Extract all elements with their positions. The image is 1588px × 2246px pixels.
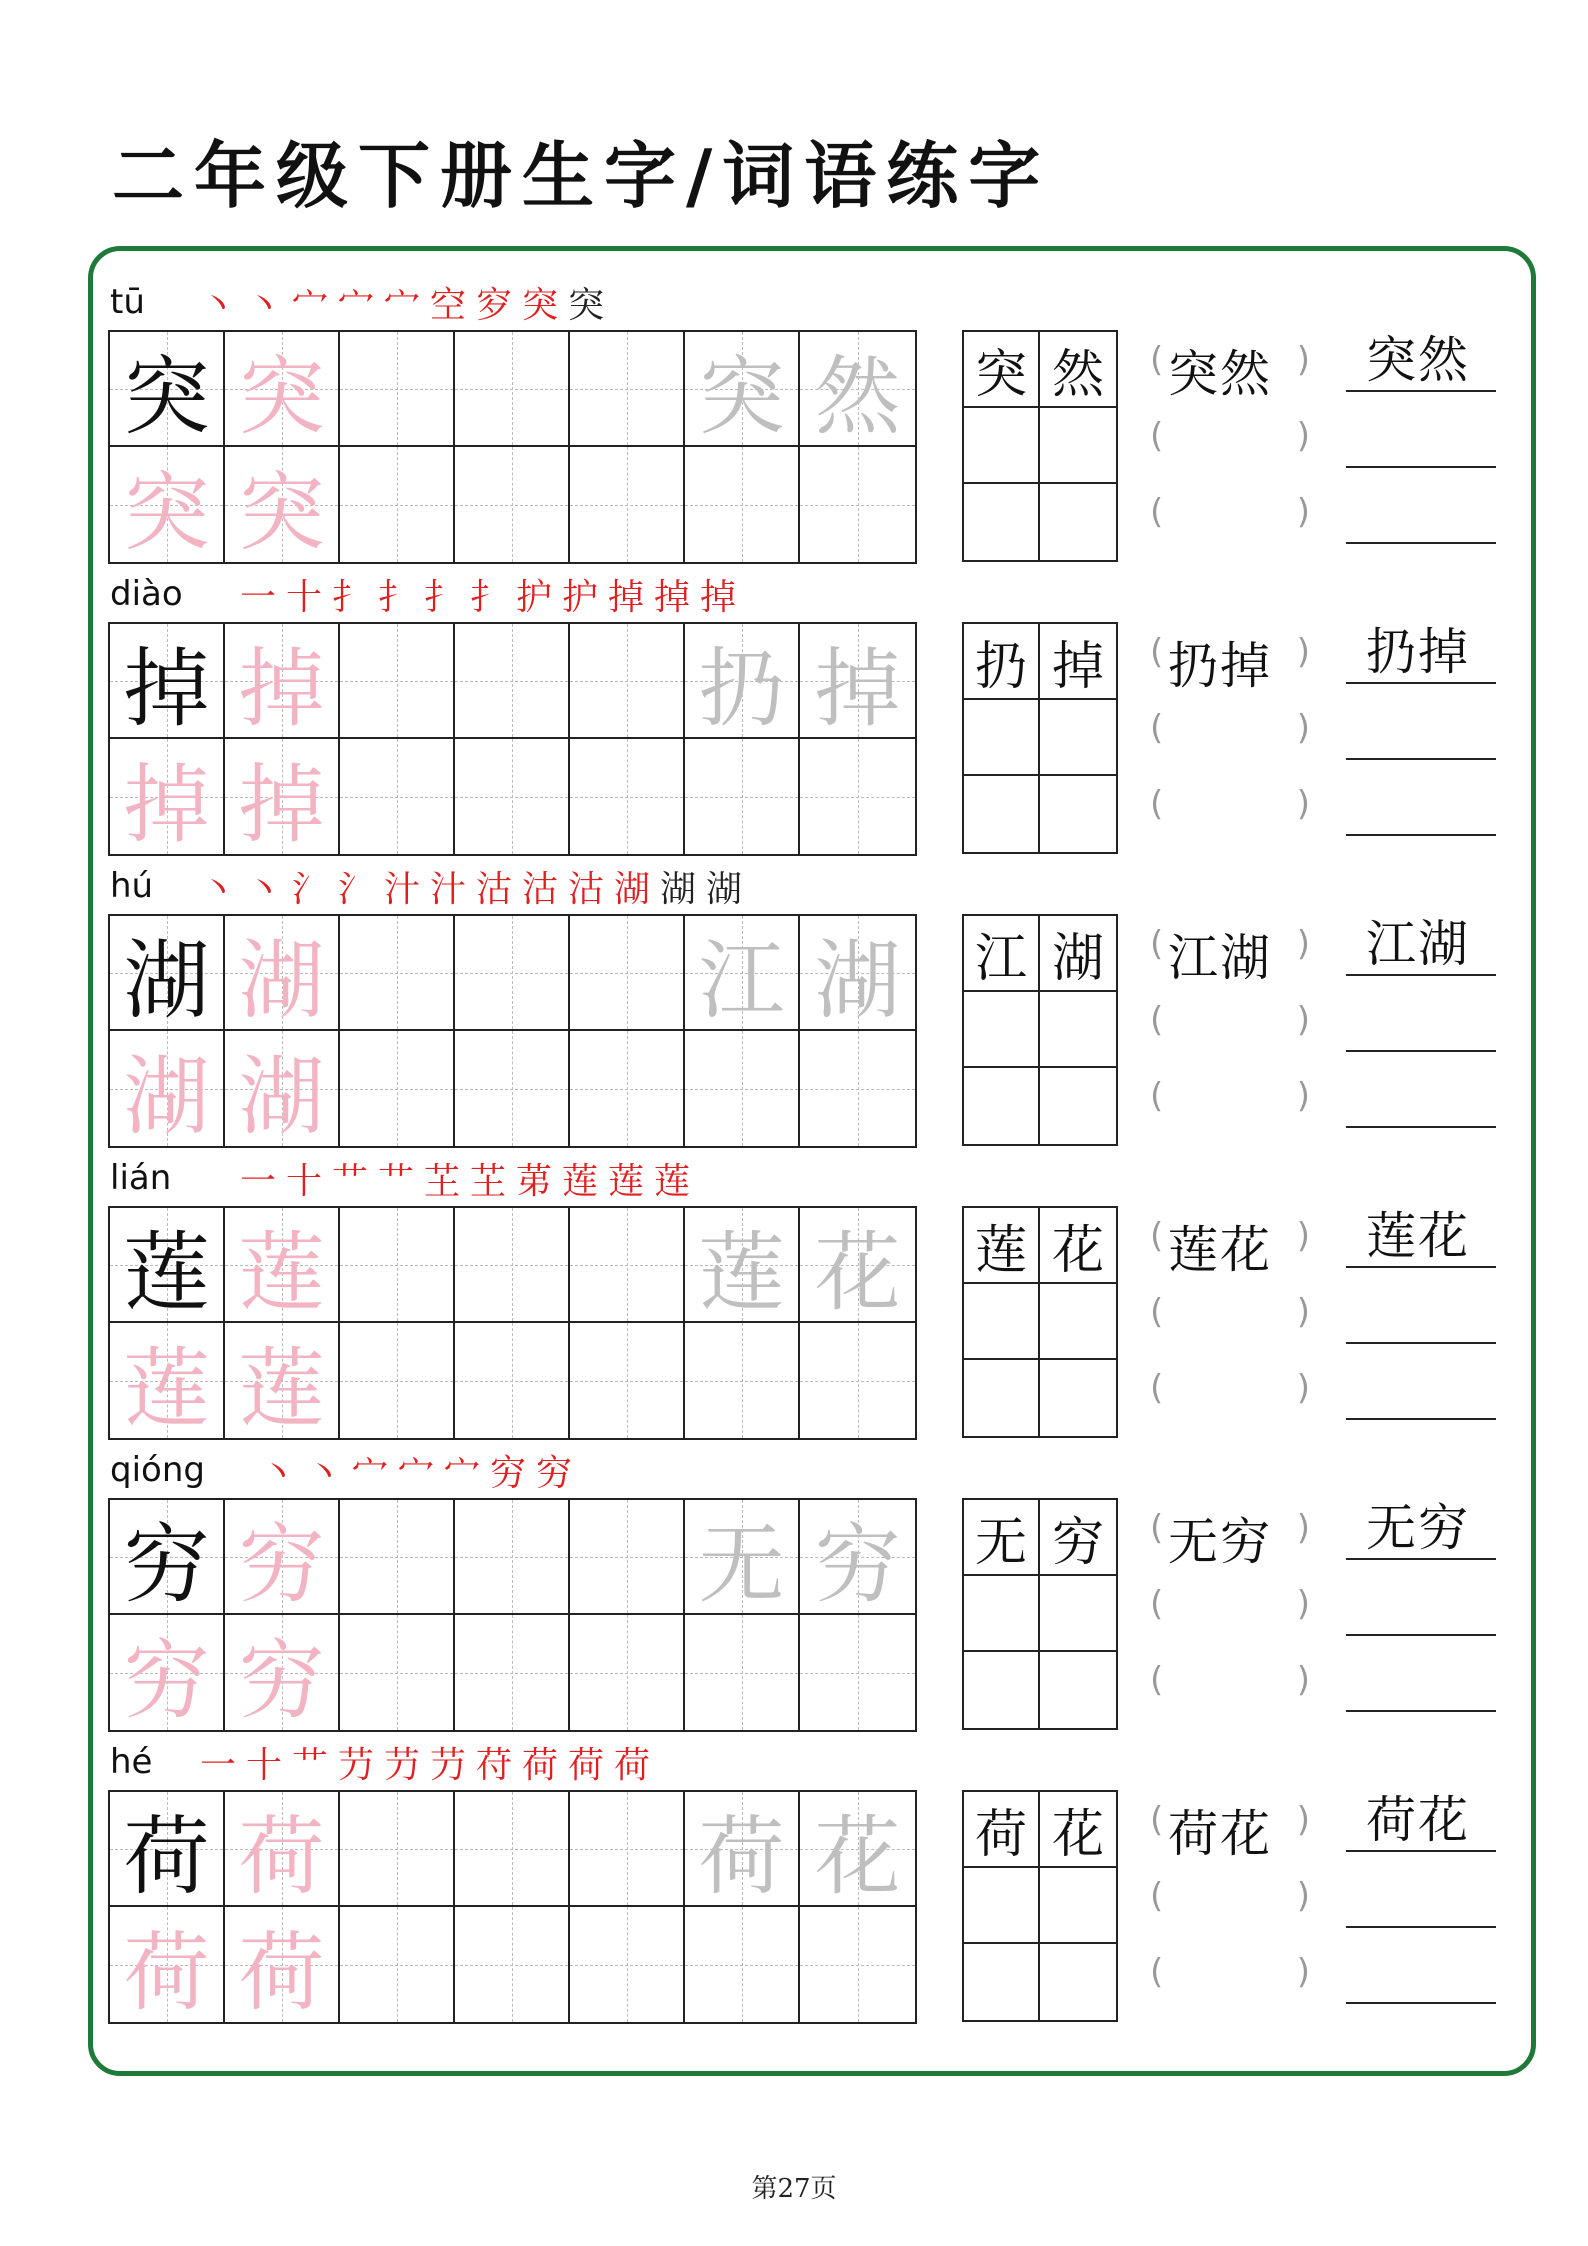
- stroke-step: 扌: [331, 577, 368, 618]
- blank-word-cell: [964, 1652, 1040, 1728]
- blank-practice-cell: [570, 332, 685, 447]
- writing-line: [1346, 774, 1496, 836]
- blank-practice-cell: [340, 332, 455, 447]
- blank-practice-cell: [340, 624, 455, 739]
- line-word: 扔掉: [1366, 623, 1470, 681]
- blank-practice-cell: [570, 1907, 685, 2022]
- practice-grid: [108, 914, 917, 1148]
- blank-word-cell: [964, 1360, 1040, 1436]
- stroke-step: 氵: [291, 869, 328, 910]
- blank-practice-cell: [455, 916, 570, 1031]
- blank-practice-cell: [455, 624, 570, 739]
- blank-practice-cell: [570, 1792, 685, 1907]
- blank-practice-cell: [685, 1323, 800, 1438]
- writing-line: [1346, 406, 1496, 468]
- stroke-order: [198, 870, 744, 910]
- blank-practice-cell: [455, 1907, 570, 2022]
- bracket-word: 扔掉: [1168, 637, 1272, 695]
- tracing-cell: 荷: [110, 1907, 225, 2022]
- stroke-step: 荷: [613, 1745, 650, 1786]
- tracing-cell: 突: [225, 447, 340, 562]
- stroke-step: 丶: [245, 285, 282, 326]
- stroke-order: [198, 286, 606, 326]
- tracing-cell: 穷: [225, 1615, 340, 1730]
- stroke-step: 扌: [377, 577, 414, 618]
- tracing-cell: 掉: [110, 624, 225, 739]
- bracket-blank: ( ): [1150, 1000, 1310, 1040]
- writing-line: [1346, 1066, 1496, 1128]
- blank-word-cell: [964, 1284, 1040, 1360]
- character-group: [108, 280, 1508, 570]
- pinyin-label: lián: [110, 1158, 172, 1198]
- writing-line: [1346, 1206, 1496, 1268]
- tracing-cell: 莲: [225, 1208, 340, 1323]
- word-grid: [962, 622, 1118, 854]
- writing-line: [1346, 1866, 1496, 1928]
- blank-practice-cell: [800, 1031, 915, 1146]
- stroke-step: 芀: [337, 1745, 374, 1786]
- writing-line: [1346, 914, 1496, 976]
- blank-word-cell: [1040, 1652, 1116, 1728]
- tracing-cell: 穷: [800, 1500, 915, 1615]
- blank-word-cell: [1040, 408, 1116, 484]
- blank-practice-cell: [685, 1615, 800, 1730]
- practice-grid: [108, 622, 917, 856]
- line-word: 莲花: [1366, 1207, 1470, 1265]
- writing-line: [1346, 698, 1496, 760]
- writing-line: [1346, 1498, 1496, 1560]
- stroke-order: [258, 1454, 574, 1494]
- practice-grid: [108, 330, 917, 564]
- tracing-cell: 湖: [110, 916, 225, 1031]
- stroke-step: 汁: [383, 869, 420, 910]
- blank-word-cell: [964, 408, 1040, 484]
- stroke-step: 丶: [199, 869, 236, 910]
- writing-line: [1346, 1650, 1496, 1712]
- stroke-step: 穸: [475, 285, 512, 326]
- blank-practice-cell: [340, 1500, 455, 1615]
- word-char-cell: 扔: [964, 624, 1040, 700]
- tracing-cell: 突: [110, 447, 225, 562]
- stroke-step: 宀: [291, 285, 328, 326]
- writing-line: [1346, 1790, 1496, 1852]
- blank-practice-cell: [570, 1500, 685, 1615]
- blank-word-cell: [964, 484, 1040, 560]
- word-char-cell: 莲: [964, 1208, 1040, 1284]
- blank-word-cell: [1040, 992, 1116, 1068]
- stroke-step: 芀: [383, 1745, 420, 1786]
- blank-word-cell: [964, 1868, 1040, 1944]
- stroke-step: 掉: [607, 577, 644, 618]
- stroke-step: 空: [429, 285, 466, 326]
- writing-line: [1346, 482, 1496, 544]
- bracket-word: 无穷: [1168, 1513, 1272, 1571]
- blank-practice-cell: [685, 1031, 800, 1146]
- tracing-cell: 湖: [110, 1031, 225, 1146]
- stroke-step: 一: [239, 577, 276, 618]
- tracing-cell: 掉: [110, 739, 225, 854]
- tracing-cell: 湖: [800, 916, 915, 1031]
- blank-word-cell: [1040, 1068, 1116, 1144]
- tracing-cell: 穷: [225, 1500, 340, 1615]
- bracket-word: 江湖: [1168, 929, 1272, 987]
- stroke-step: 芀: [429, 1745, 466, 1786]
- blank-practice-cell: [570, 1615, 685, 1730]
- tracing-cell: 掉: [225, 739, 340, 854]
- stroke-step: 一: [199, 1745, 236, 1786]
- word-char-cell: 穷: [1040, 1500, 1116, 1576]
- stroke-step: 沽: [567, 869, 604, 910]
- blank-practice-cell: [455, 1792, 570, 1907]
- blank-practice-cell: [800, 1615, 915, 1730]
- stroke-step: 丶: [305, 1453, 342, 1494]
- stroke-step: 荷: [521, 1745, 558, 1786]
- character-group: [108, 1156, 1508, 1446]
- stroke-step: 突: [567, 285, 604, 326]
- blank-practice-cell: [570, 624, 685, 739]
- word-grid: [962, 914, 1118, 1146]
- word-grid: [962, 1206, 1118, 1438]
- tracing-cell: 莲: [225, 1323, 340, 1438]
- word-grid: [962, 1498, 1118, 1730]
- tracing-cell: 掉: [800, 624, 915, 739]
- stroke-step: 汁: [429, 869, 466, 910]
- word-char-cell: 掉: [1040, 624, 1116, 700]
- stroke-step: 扌: [423, 577, 460, 618]
- bracket-blank: ( ): [1150, 1660, 1310, 1700]
- blank-practice-cell: [800, 1907, 915, 2022]
- word-char-cell: 无: [964, 1500, 1040, 1576]
- tracing-cell: 掉: [225, 624, 340, 739]
- stroke-step: 一: [239, 1161, 276, 1202]
- bracket-blank: ( ): [1150, 1368, 1310, 1408]
- stroke-step: 艹: [291, 1745, 328, 1786]
- tracing-cell: 江: [685, 916, 800, 1031]
- character-group: [108, 1740, 1508, 2030]
- stroke-step: 宀: [337, 285, 374, 326]
- bracket-blank: ( ) 无穷: [1150, 1508, 1310, 1552]
- bracket-blank: ( ) 莲花: [1150, 1216, 1310, 1260]
- writing-line: [1346, 990, 1496, 1052]
- stroke-step: 艹: [331, 1161, 368, 1202]
- bracket-word: 莲花: [1168, 1221, 1272, 1279]
- blank-practice-cell: [685, 447, 800, 562]
- blank-practice-cell: [340, 739, 455, 854]
- stroke-step: 宀: [351, 1453, 388, 1494]
- blank-word-cell: [964, 992, 1040, 1068]
- line-word: 荷花: [1366, 1791, 1470, 1849]
- practice-grid: [108, 1206, 917, 1440]
- bracket-blank: ( ): [1150, 1584, 1310, 1624]
- tracing-cell: 荷: [685, 1792, 800, 1907]
- stroke-order: [238, 1162, 692, 1202]
- bracket-blank: ( ): [1150, 1292, 1310, 1332]
- stroke-step: 扌: [469, 577, 506, 618]
- tracing-cell: 然: [800, 332, 915, 447]
- bracket-word: 荷花: [1168, 1805, 1272, 1863]
- stroke-step: 艹: [377, 1161, 414, 1202]
- blank-practice-cell: [340, 447, 455, 562]
- blank-practice-cell: [570, 1323, 685, 1438]
- blank-practice-cell: [800, 739, 915, 854]
- stroke-step: 莲: [561, 1161, 598, 1202]
- blank-practice-cell: [340, 916, 455, 1031]
- bracket-blank: ( ): [1150, 416, 1310, 456]
- tracing-cell: 荷: [225, 1907, 340, 2022]
- blank-practice-cell: [340, 1907, 455, 2022]
- blank-word-cell: [1040, 1360, 1116, 1436]
- character-group: [108, 864, 1508, 1154]
- bracket-blank: ( ): [1150, 1876, 1310, 1916]
- word-grid: [962, 1790, 1118, 2022]
- blank-practice-cell: [455, 739, 570, 854]
- blank-word-cell: [964, 1068, 1040, 1144]
- stroke-step: 十: [245, 1745, 282, 1786]
- bracket-blank: ( ): [1150, 1952, 1310, 1992]
- stroke-step: 氵: [337, 869, 374, 910]
- blank-word-cell: [964, 1944, 1040, 2020]
- stroke-step: 丶: [259, 1453, 296, 1494]
- blank-word-cell: [1040, 776, 1116, 852]
- blank-practice-cell: [685, 1907, 800, 2022]
- blank-word-cell: [1040, 1944, 1116, 2020]
- bracket-blank: ( ) 江湖: [1150, 924, 1310, 968]
- word-char-cell: 花: [1040, 1792, 1116, 1868]
- bracket-blank: ( ) 荷花: [1150, 1800, 1310, 1844]
- blank-word-cell: [1040, 484, 1116, 560]
- bracket-blank: ( ): [1150, 492, 1310, 532]
- blank-practice-cell: [455, 332, 570, 447]
- bracket-blank: ( ): [1150, 708, 1310, 748]
- writing-line: [1346, 622, 1496, 684]
- blank-word-cell: [964, 1576, 1040, 1652]
- pinyin-label: diào: [110, 574, 183, 614]
- stroke-step: 芏: [423, 1161, 460, 1202]
- blank-practice-cell: [455, 1031, 570, 1146]
- blank-practice-cell: [570, 739, 685, 854]
- blank-practice-cell: [570, 1208, 685, 1323]
- blank-practice-cell: [570, 447, 685, 562]
- tracing-cell: 莲: [685, 1208, 800, 1323]
- stroke-step: 湖: [613, 869, 650, 910]
- tracing-cell: 突: [110, 332, 225, 447]
- stroke-step: 宀: [443, 1453, 480, 1494]
- blank-practice-cell: [800, 1323, 915, 1438]
- tracing-cell: 花: [800, 1208, 915, 1323]
- pinyin-label: tū: [110, 282, 145, 322]
- blank-practice-cell: [455, 1615, 570, 1730]
- stroke-step: 穷: [489, 1453, 526, 1494]
- tracing-cell: 扔: [685, 624, 800, 739]
- blank-word-cell: [1040, 1576, 1116, 1652]
- blank-practice-cell: [455, 1208, 570, 1323]
- stroke-order: [198, 1746, 652, 1786]
- tracing-cell: 穷: [110, 1500, 225, 1615]
- bracket-word: 突然: [1168, 345, 1272, 403]
- character-group: [108, 1448, 1508, 1738]
- stroke-step: 苻: [475, 1745, 512, 1786]
- word-grid: [962, 330, 1118, 562]
- tracing-cell: 无: [685, 1500, 800, 1615]
- writing-line: [1346, 1942, 1496, 2004]
- bracket-blank: ( ): [1150, 1076, 1310, 1116]
- stroke-step: 湖: [659, 869, 696, 910]
- bracket-blank: ( ): [1150, 784, 1310, 824]
- line-word: 江湖: [1366, 915, 1470, 973]
- tracing-cell: 湖: [225, 916, 340, 1031]
- blank-word-cell: [1040, 700, 1116, 776]
- word-char-cell: 花: [1040, 1208, 1116, 1284]
- word-char-cell: 荷: [964, 1792, 1040, 1868]
- stroke-step: 莲: [653, 1161, 690, 1202]
- tracing-cell: 突: [225, 332, 340, 447]
- word-char-cell: 湖: [1040, 916, 1116, 992]
- stroke-step: 十: [285, 577, 322, 618]
- writing-line: [1346, 1282, 1496, 1344]
- word-char-cell: 江: [964, 916, 1040, 992]
- page-title: 二年级下册生字/词语练字: [112, 133, 1051, 218]
- blank-practice-cell: [570, 1031, 685, 1146]
- blank-practice-cell: [340, 1615, 455, 1730]
- writing-line: [1346, 330, 1496, 392]
- character-group: [108, 572, 1508, 862]
- tracing-cell: 荷: [225, 1792, 340, 1907]
- tracing-cell: 湖: [225, 1031, 340, 1146]
- blank-practice-cell: [455, 1323, 570, 1438]
- stroke-step: 丶: [199, 285, 236, 326]
- stroke-step: 沽: [475, 869, 512, 910]
- stroke-step: 突: [521, 285, 558, 326]
- stroke-step: 护: [515, 577, 552, 618]
- stroke-step: 苐: [515, 1161, 552, 1202]
- blank-practice-cell: [340, 1031, 455, 1146]
- writing-line: [1346, 1358, 1496, 1420]
- blank-practice-cell: [685, 739, 800, 854]
- stroke-step: 掉: [653, 577, 690, 618]
- word-char-cell: 突: [964, 332, 1040, 408]
- line-word: 无穷: [1366, 1499, 1470, 1557]
- stroke-order: [238, 578, 738, 618]
- bracket-blank: ( ) 突然: [1150, 340, 1310, 384]
- blank-practice-cell: [340, 1792, 455, 1907]
- blank-practice-cell: [340, 1208, 455, 1323]
- blank-practice-cell: [455, 447, 570, 562]
- page-number: 第27页: [751, 2174, 837, 2204]
- stroke-step: 宀: [383, 285, 420, 326]
- practice-grid: [108, 1790, 917, 2024]
- blank-word-cell: [964, 700, 1040, 776]
- stroke-step: 沽: [521, 869, 558, 910]
- tracing-cell: 花: [800, 1792, 915, 1907]
- stroke-step: 湖: [705, 869, 742, 910]
- blank-practice-cell: [800, 447, 915, 562]
- stroke-step: 十: [285, 1161, 322, 1202]
- pinyin-label: hú: [110, 866, 154, 906]
- writing-line: [1346, 1574, 1496, 1636]
- stroke-step: 荷: [567, 1745, 604, 1786]
- pinyin-label: qióng: [110, 1450, 205, 1490]
- practice-grid: [108, 1498, 917, 1732]
- blank-practice-cell: [570, 916, 685, 1031]
- blank-word-cell: [1040, 1868, 1116, 1944]
- stroke-step: 宀: [397, 1453, 434, 1494]
- stroke-step: 掉: [699, 577, 736, 618]
- blank-word-cell: [1040, 1284, 1116, 1360]
- tracing-cell: 莲: [110, 1208, 225, 1323]
- line-word: 突然: [1366, 331, 1470, 389]
- word-char-cell: 然: [1040, 332, 1116, 408]
- stroke-step: 丶: [245, 869, 282, 910]
- tracing-cell: 突: [685, 332, 800, 447]
- tracing-cell: 荷: [110, 1792, 225, 1907]
- stroke-step: 护: [561, 577, 598, 618]
- bracket-blank: ( ) 扔掉: [1150, 632, 1310, 676]
- tracing-cell: 莲: [110, 1323, 225, 1438]
- pinyin-label: hé: [110, 1742, 153, 1782]
- blank-practice-cell: [340, 1323, 455, 1438]
- stroke-step: 穷: [535, 1453, 572, 1494]
- blank-word-cell: [964, 776, 1040, 852]
- stroke-step: 莲: [607, 1161, 644, 1202]
- tracing-cell: 穷: [110, 1615, 225, 1730]
- blank-practice-cell: [455, 1500, 570, 1615]
- stroke-step: 芏: [469, 1161, 506, 1202]
